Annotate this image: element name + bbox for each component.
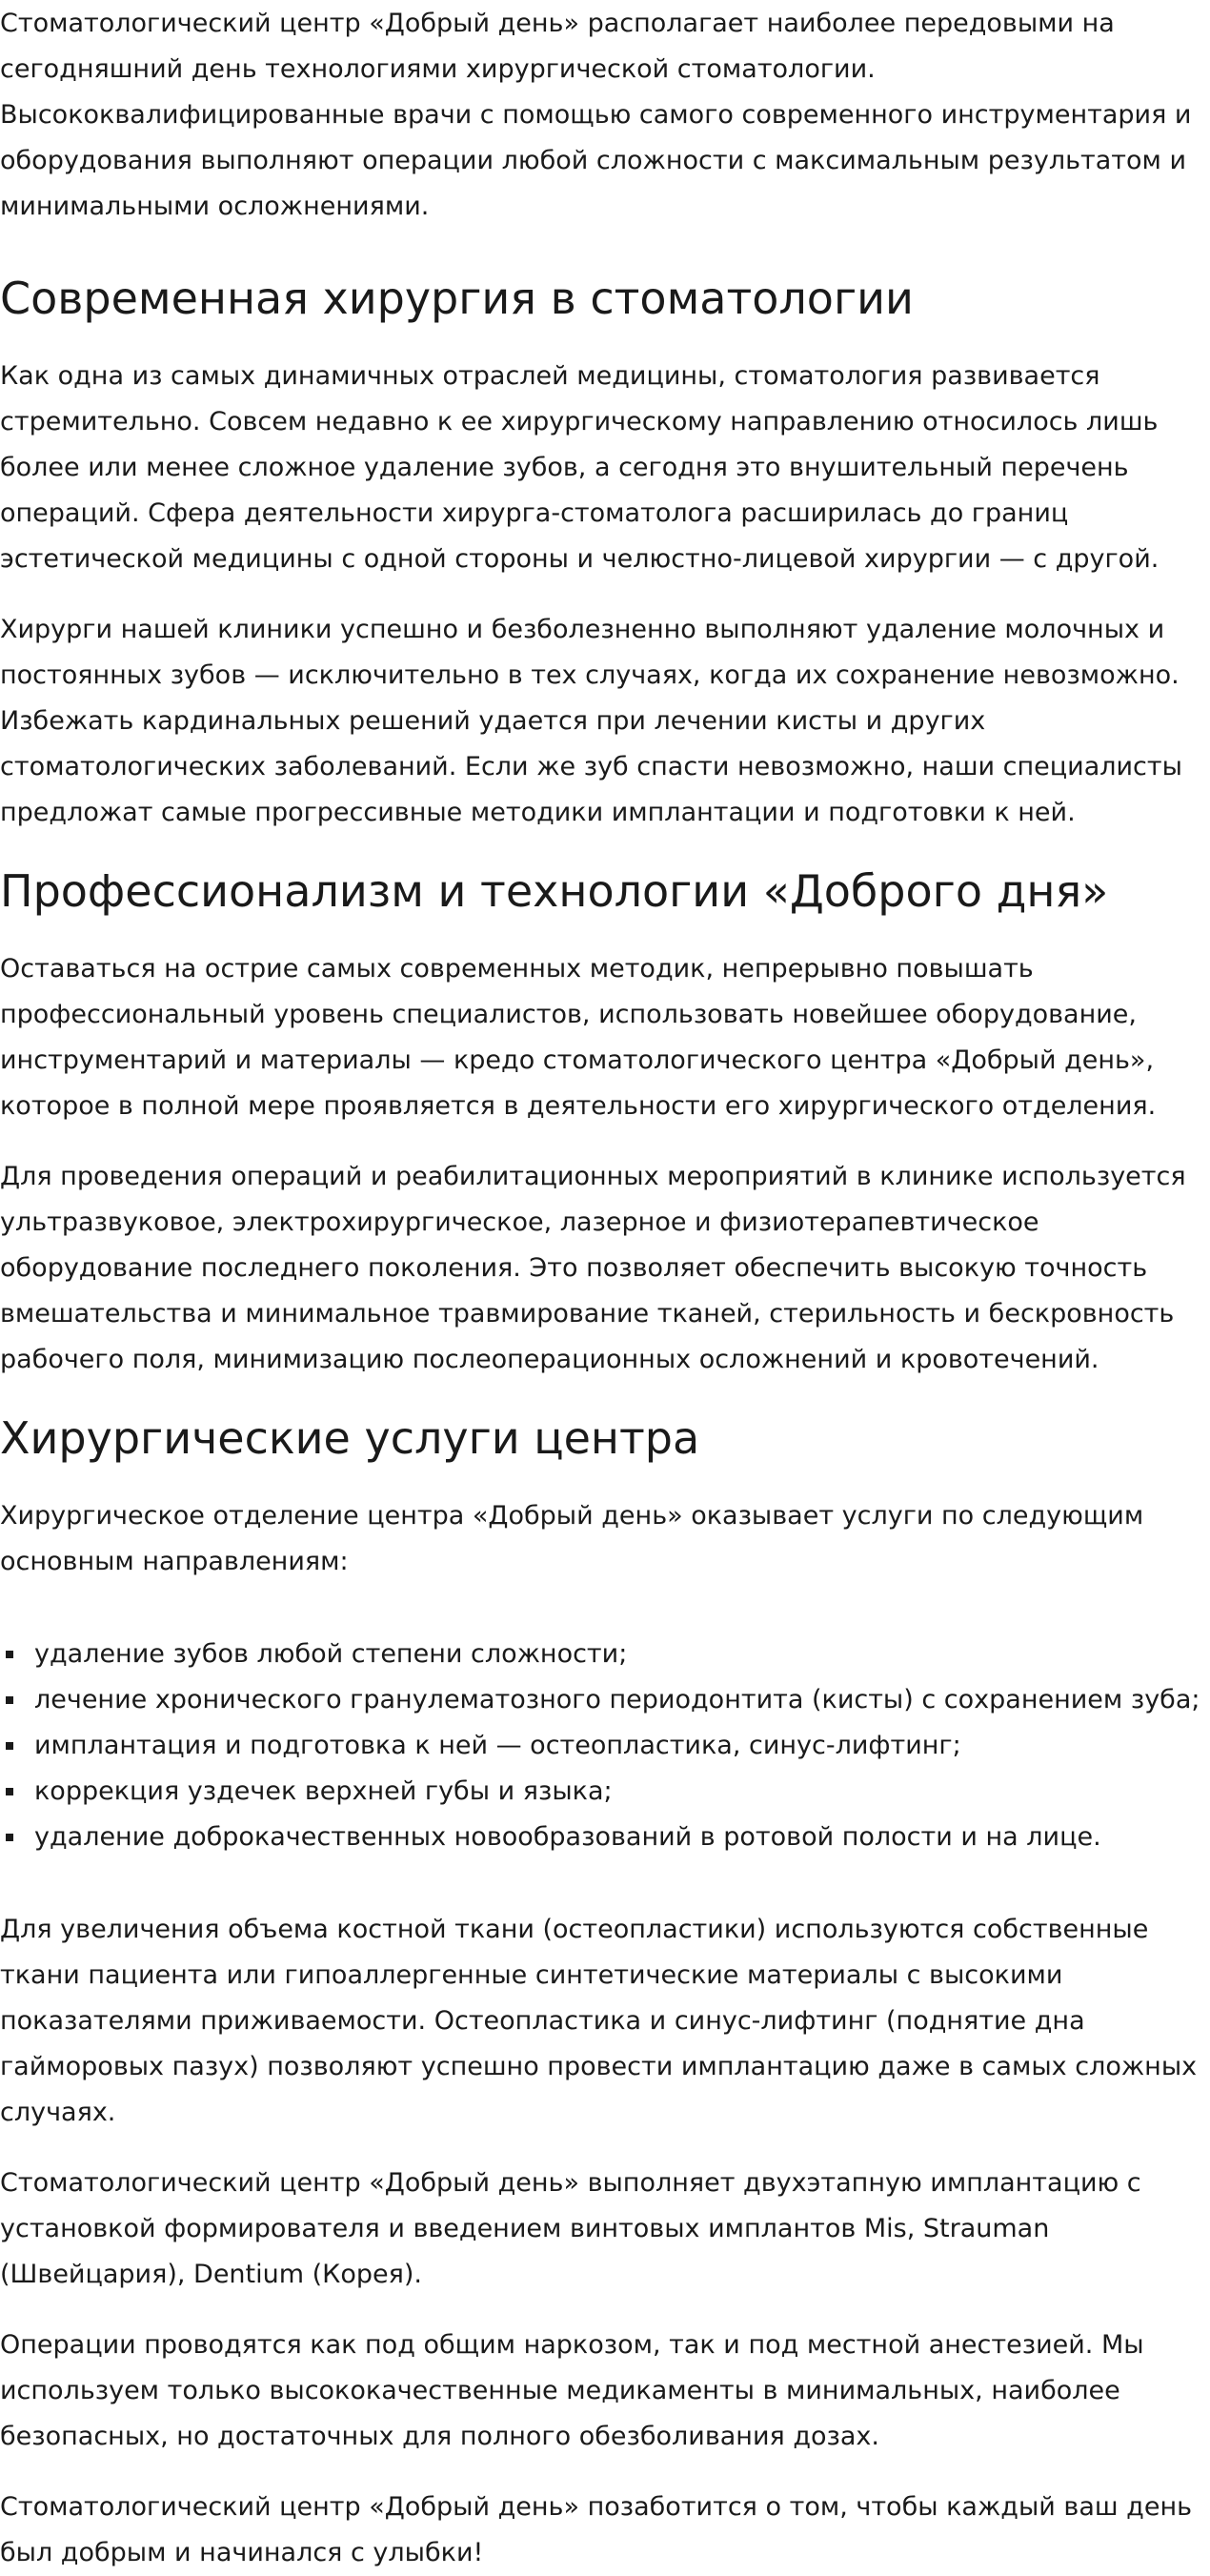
paragraph: Хирургическое отделение центра «Добрый день» оказывает услуги по следующим основным направлениям: bbox=[0, 1501, 1144, 1576]
list-item bbox=[0, 1632, 1210, 1677]
paragraph: Для увеличения объема костной ткани (остеопластики) используются собственные ткани пациента или гипоаллергенные синтетические материалы с высокими показателями приживаемости. Остеопластика и синус-лифтинг (поднятие дна гайморовых пазух) позволяют успешно провести имплантацию даже в самых сложных случаях. bbox=[0, 1915, 1198, 2127]
list-item bbox=[0, 1677, 1210, 1723]
list-item bbox=[0, 1723, 1210, 1769]
list-item-text: лечение хронического гранулематозного периодонтита (кисты) с сохранением зуба; bbox=[34, 1685, 1200, 1714]
list-item bbox=[0, 1815, 1210, 1860]
paragraph: Оставаться на острие самых современных методик, непрерывно повышать профессиональный уровень специалистов, использовать новейшее оборудование, инструментарий и материалы — кредо стоматологического центра «Добрый день», которое в полной мере проявляется в деятельности его хирургического отделения. bbox=[0, 954, 1157, 1121]
paragraph: Как одна из самых динамичных отраслей медицины, стоматология развивается стремительно. Совсем недавно к ее хирургическому направлению относилось лишь более или менее сложное удаление зубов, а сегодня это внушительный перечень операций. Сфера деятельности хирурга-стоматолога расширилась до границ эстетической медицины с одной стороны и челюстно-лицевой хирургии — с другой. bbox=[0, 361, 1160, 574]
section-heading-professionalism: Профессионализм и технологии «Доброго дня» bbox=[0, 865, 1109, 917]
square-bullet-icon bbox=[6, 1788, 13, 1795]
intro-paragraph: Стоматологический центр «Добрый день» располагает наиболее передовыми на сегодняшний день технологиями хирургической стоматологии. Высококвалифицированные врачи с помощью самого современного инструментария и оборудования выполняют операции любой сложности с максимальным результатом и минимальными осложнениями. bbox=[0, 9, 1192, 221]
list-item bbox=[0, 1769, 1210, 1815]
paragraph: Стоматологический центр «Добрый день» выполняет двухэтапную имплантацию с установкой формирователя и введением винтовых имплантов Mis, Strauman (Швейцария), Dentium (Корея). bbox=[0, 2168, 1141, 2289]
services-list bbox=[0, 1632, 1210, 1860]
section-heading-modern-surgery: Современная хирургия в стоматологии bbox=[0, 273, 914, 324]
square-bullet-icon bbox=[6, 1834, 13, 1841]
paragraph: Операции проводятся как под общим наркозом, так и под местной анестезией. Мы используем только высококачественные медикаменты в минимальных, наиболее безопасных, но достаточных для полного обезболивания дозах. bbox=[0, 2330, 1144, 2451]
square-bullet-icon bbox=[6, 1696, 13, 1704]
list-item-text: удаление зубов любой степени сложности; bbox=[34, 1639, 628, 1669]
section-heading-surgical-services: Хирургические услуги центра bbox=[0, 1412, 700, 1464]
list-item-text: коррекция уздечек верхней губы и языка; bbox=[34, 1776, 613, 1806]
article bbox=[0, 1, 1210, 2576]
paragraph: Для проведения операций и реабилитационных мероприятий в клинике используется ультразвуковое, электрохирургическое, лазерное и физиотерапевтическое оборудование последнего поколения. Это позволяет обеспечить высокую точность вмешательства и минимальное травмирование тканей, стерильность и бескровность рабочего поля, минимизацию послеоперационных осложнений и кровотечений. bbox=[0, 1162, 1186, 1374]
square-bullet-icon bbox=[6, 1742, 13, 1750]
list-item-text: имплантация и подготовка к ней — остеопластика, синус-лифтинг; bbox=[34, 1731, 961, 1760]
list-item-text: удаление доброкачественных новообразований в ротовой полости и на лице. bbox=[34, 1822, 1101, 1852]
closing-paragraph: Стоматологический центр «Добрый день» позаботится о том, чтобы каждый ваш день был добрым и начинался с улыбки! bbox=[0, 2492, 1193, 2567]
square-bullet-icon bbox=[6, 1651, 13, 1658]
paragraph: Хирурги нашей клиники успешно и безболезненно выполняют удаление молочных и постоянных зубов — исключительно в тех случаях, когда их сохранение невозможно. Избежать кардинальных решений удается при лечении кисты и других стоматологических заболеваний. Если же зуб спасти невозможно, наши специалисты предложат самые прогрессивные методики имплантации и подготовки к ней. bbox=[0, 615, 1182, 827]
